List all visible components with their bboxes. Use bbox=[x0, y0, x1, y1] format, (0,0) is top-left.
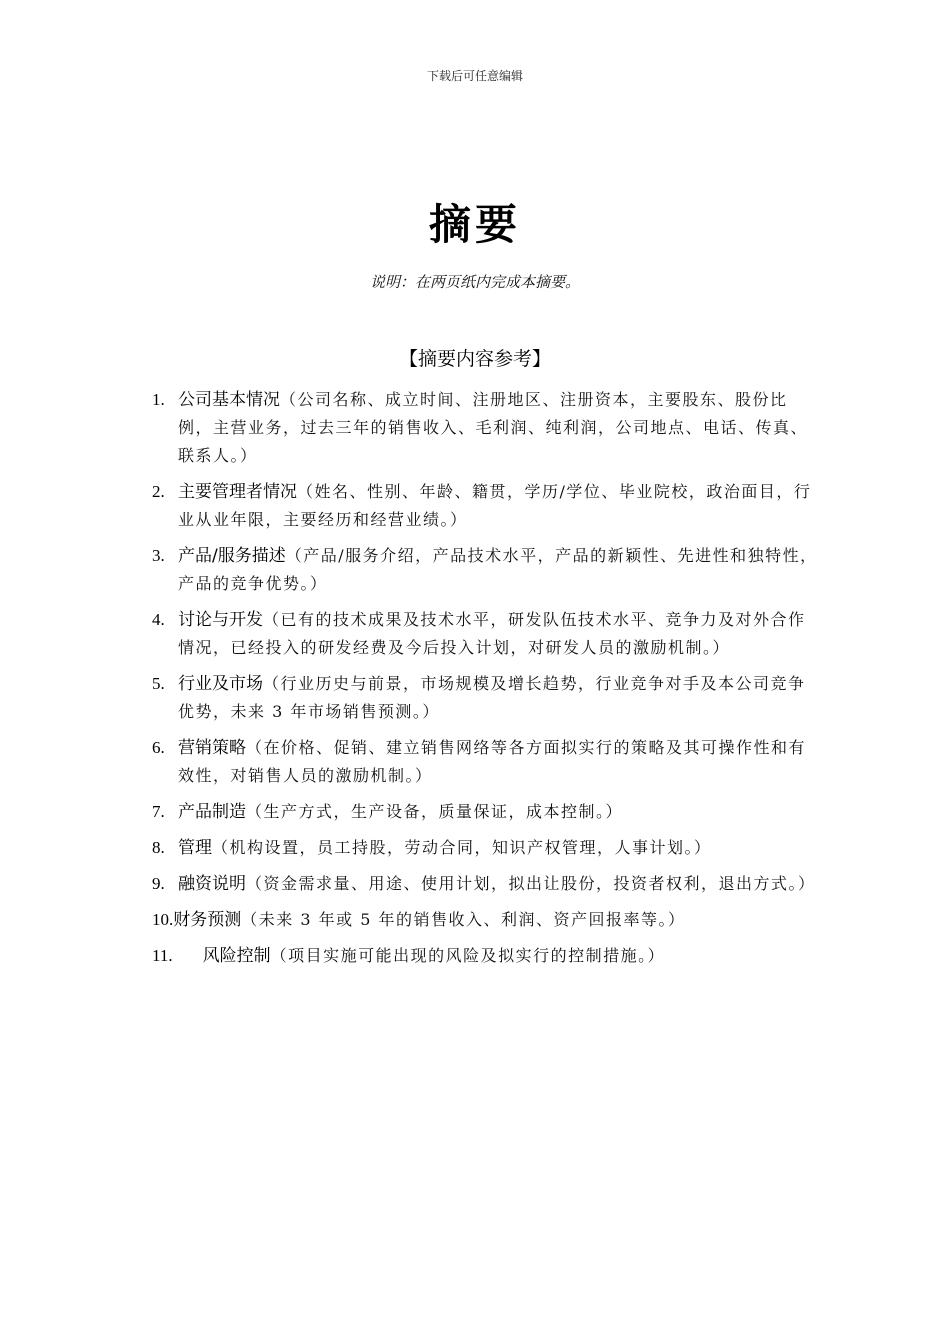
item-description: （在价格、促销、建立销售网络等各方面拟实行的策略及其可操作性和有效性，对销售人员的激励机制。） bbox=[178, 738, 807, 785]
item-number: 10. bbox=[152, 910, 174, 929]
item-name: 行业及市场 bbox=[178, 674, 263, 694]
item-number: 7. bbox=[152, 802, 165, 821]
list-item bbox=[152, 734, 822, 790]
item-number: 9. bbox=[152, 874, 165, 893]
item-name: 管理 bbox=[178, 838, 212, 858]
item-number: 1. bbox=[152, 390, 165, 409]
page-title: 摘要 bbox=[428, 200, 521, 249]
list-item bbox=[152, 670, 822, 726]
item-description: （已有的技术成果及技术水平，研发队伍技术水平、竞争力及对外合作情况，已经投入的研发经费及今后投入计划，对研发人员的激励机制。） bbox=[178, 610, 806, 657]
item-name: 财务预测 bbox=[173, 910, 242, 930]
item-description: （资金需求量、用途、使用计划，拟出让股份，投资者权利，退出方式。） bbox=[246, 874, 816, 893]
list-item bbox=[152, 942, 822, 970]
list-item bbox=[152, 906, 822, 934]
item-number: 3. bbox=[152, 546, 165, 565]
item-description: （项目实施可能出现的风险及拟实行的控制措施。） bbox=[270, 946, 666, 965]
list-item bbox=[152, 798, 822, 826]
item-name: 讨论与开发 bbox=[178, 610, 263, 630]
reference-heading: 【摘要内容参考】 bbox=[398, 348, 551, 370]
summary-item-list bbox=[152, 386, 822, 978]
item-name: 公司基本情况 bbox=[178, 390, 280, 410]
item-description: （生产方式，生产设备，质量保证，成本控制。） bbox=[246, 802, 624, 821]
item-number: 11. bbox=[152, 946, 173, 965]
page-header-note: 下载后可任意编辑 bbox=[426, 69, 523, 83]
item-description: （行业历史与前景，市场规模及增长趋势，行业竞争对手及本公司竞争优势，未来 3 年市场销售预测。） bbox=[178, 674, 806, 721]
item-description: （产品/服务介绍，产品技术水平，产品的新颖性、先进性和独特性，产品的竞争优势。） bbox=[178, 546, 818, 593]
list-item bbox=[152, 542, 822, 598]
item-description: （未来 3 年或 5 年的销售收入、利润、资产回报率等。） bbox=[241, 910, 686, 929]
item-name: 融资说明 bbox=[178, 874, 246, 894]
item-name: 营销策略 bbox=[178, 738, 246, 758]
list-item bbox=[152, 478, 822, 534]
item-number: 6. bbox=[152, 738, 165, 757]
item-number: 5. bbox=[152, 674, 165, 693]
item-number: 4. bbox=[152, 610, 165, 629]
item-name: 产品/服务描述 bbox=[178, 546, 286, 566]
item-name: 主要管理者情况 bbox=[178, 482, 297, 502]
list-item bbox=[152, 870, 822, 898]
item-number: 2. bbox=[152, 482, 165, 501]
item-description: （机构设置，员工持股，劳动合同，知识产权管理，人事计划。） bbox=[212, 838, 712, 857]
item-number: 8. bbox=[152, 838, 165, 857]
list-item bbox=[152, 606, 822, 662]
item-name: 产品制造 bbox=[178, 802, 246, 822]
item-name: 风险控制 bbox=[202, 946, 271, 966]
item-description: （公司名称、成立时间、注册地区、注册资本，主要股东、股份比例，主营业务，过去三年的销售收入、毛利润、纯利润，公司地点、电话、传真、联系人。） bbox=[178, 390, 809, 465]
instruction-note: 说明：在两页纸内完成本摘要。 bbox=[369, 273, 580, 291]
item-description: （姓名、性别、年龄、籍贯，学历/学位、毕业院校，政治面目，行业从业年限，主要经历和经营业绩。） bbox=[178, 482, 812, 529]
list-item bbox=[152, 834, 822, 862]
list-item bbox=[152, 386, 822, 470]
